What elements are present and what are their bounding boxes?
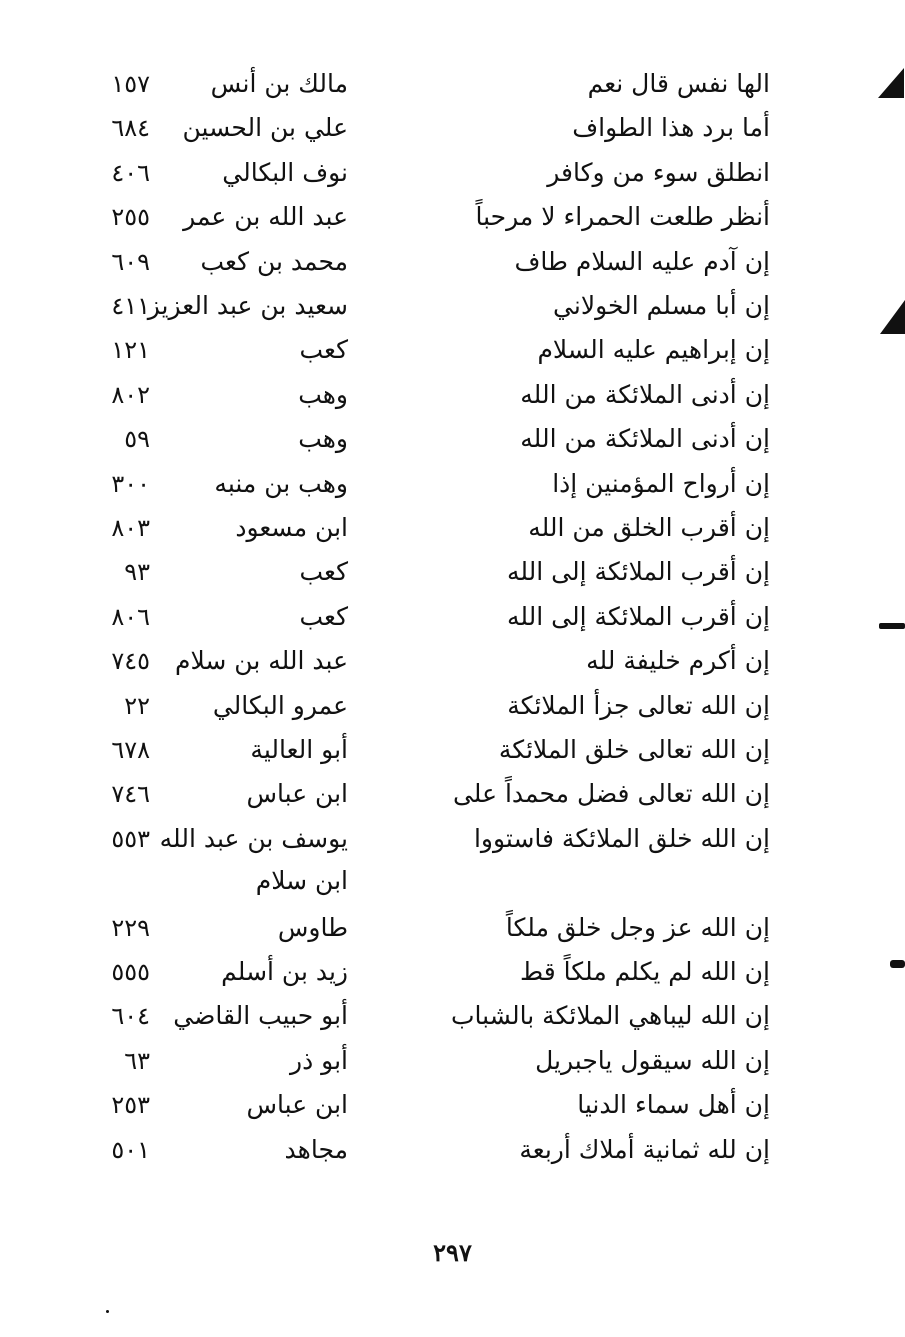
page-ref: ٦٠٩ (111, 248, 150, 276)
page-ref: ٢٥٥ (111, 203, 150, 231)
page-ref: ٩٣ (124, 558, 150, 586)
phrase-text: أنظر طلعت الحمراء لا مرحباً (475, 202, 770, 231)
page-ref: ٢٢٩ (111, 914, 150, 942)
phrase-text: إن أكرم خليفة لله (586, 646, 770, 675)
narrator-text: كعب (299, 557, 348, 586)
index-row (0, 595, 905, 639)
phrase-text: إن أهل سماء الدنيا (577, 1090, 770, 1119)
margin-mark (879, 623, 905, 629)
page-ref: ٦٠٤ (111, 1002, 150, 1030)
phrase-text: إن الله تعالى فضل محمداً على (452, 779, 770, 808)
narrator-text: أبو ذر (290, 1046, 348, 1075)
narrator-text: عبد الله بن عمر (183, 202, 348, 231)
narrator-continuation: ابن سلام (255, 866, 348, 895)
page-ref: ٢٢ (124, 692, 150, 720)
narrator-text: وهب بن منبه (214, 469, 348, 498)
phrase-text: إن لله ثمانية أملاك أربعة (519, 1135, 770, 1164)
phrase-text: إن آدم عليه السلام طاف (514, 247, 770, 276)
narrator-text: نوف البكالي (222, 158, 348, 187)
index-row (0, 817, 905, 861)
page-ref: ٨٠٣ (111, 514, 150, 542)
page-ref: ٣٠٠ (111, 470, 150, 498)
narrator-text: يوسف بن عبد الله (159, 824, 348, 853)
margin-mark (890, 960, 905, 968)
index-row (0, 462, 905, 506)
narrator-text: أبو حبيب القاضي (173, 1001, 348, 1030)
narrator-text: كعب (299, 602, 348, 631)
index-row (0, 1039, 905, 1083)
narrator-text: كعب (299, 335, 348, 364)
index-row (0, 1083, 905, 1127)
index-row (0, 639, 905, 683)
phrase-text: انطلق سوء من وكافر (547, 158, 770, 187)
page-ref: ٥٩ (124, 425, 150, 453)
phrase-text: إن الله تعالى جزأ الملائكة (507, 691, 770, 720)
speck-mark (106, 1310, 109, 1313)
narrator-text: ابن عباس (246, 1090, 348, 1119)
phrase-text: إن أبا مسلم الخولاني (553, 291, 770, 320)
phrase-text: إن الله عز وجل خلق ملكاً (505, 913, 770, 942)
index-row (0, 772, 905, 816)
narrator-text: زيد بن أسلم (221, 957, 348, 986)
page-ref: ١٢١ (111, 336, 150, 364)
page-ref: ٤١١ (111, 292, 150, 320)
phrase-text: إن أقرب الخلق من الله (528, 513, 770, 542)
phrase-text: إن أقرب الملائكة إلى الله (506, 602, 770, 631)
narrator-text: عبد الله بن سلام (175, 646, 348, 675)
index-row (0, 906, 905, 950)
page-ref: ٨٠٦ (111, 603, 150, 631)
narrator-text: أبو العالية (250, 735, 348, 764)
page-ref: ٨٠٢ (111, 381, 150, 409)
phrase-text: إن الله سيقول ياجبريل (535, 1046, 770, 1075)
narrator-text: طاوس (277, 913, 348, 942)
page-ref: ٥٠١ (111, 1136, 150, 1164)
narrator-text: ابن مسعود (235, 513, 348, 542)
narrator-text: وهب (298, 380, 348, 409)
page-ref: ٢٥٣ (111, 1091, 150, 1119)
page-ref: ٦٧٨ (111, 736, 150, 764)
phrase-text: أما برد هذا الطواف (572, 113, 770, 142)
phrase-text: إن أدنى الملائكة من الله (520, 424, 770, 453)
narrator-text: سعيد بن عبد العزيز (147, 291, 348, 320)
index-row (0, 506, 905, 550)
narrator-text: عمرو البكالي (212, 691, 348, 720)
index-row (0, 950, 905, 994)
narrator-text: محمد بن كعب (200, 247, 348, 276)
page-ref: ٦٣ (124, 1047, 150, 1075)
index-row (0, 195, 905, 239)
index-row (0, 550, 905, 594)
phrase-text: إن الله خلق الملائكة فاستووا (473, 824, 770, 853)
narrator-text: وهب (298, 424, 348, 453)
index-row (0, 1128, 905, 1172)
index-row (0, 240, 905, 284)
page-number: ٢٩٧ (433, 1238, 472, 1267)
index-row (0, 328, 905, 372)
phrase-text: الها نفس قال نعم (587, 69, 770, 98)
phrase-text: إن أدنى الملائكة من الله (520, 380, 770, 409)
narrator-text: مجاهد (284, 1135, 348, 1164)
index-row (0, 106, 905, 150)
phrase-text: إن إبراهيم عليه السلام (537, 335, 770, 364)
page-ref: ٥٥٣ (111, 825, 150, 853)
phrase-text: إن الله تعالى خلق الملائكة (498, 735, 770, 764)
page-ref: ٧٤٦ (111, 780, 150, 808)
page-ref: ٥٥٥ (111, 958, 150, 986)
narrator-text: مالك بن أنس (210, 69, 348, 98)
page-ref: ٤٠٦ (111, 159, 150, 187)
narrator-text: ابن عباس (246, 779, 348, 808)
page-ref: ٧٤٥ (111, 647, 150, 675)
page-ref: ١٥٧ (111, 70, 150, 98)
narrator-text: علي بن الحسين (182, 113, 348, 142)
page-ref: ٦٨٤ (111, 114, 150, 142)
index-row (0, 373, 905, 417)
index-row (0, 684, 905, 728)
phrase-text: إن أقرب الملائكة إلى الله (506, 557, 770, 586)
phrase-text: إن أرواح المؤمنين إذا (552, 469, 770, 498)
index-row (0, 728, 905, 772)
index-row (0, 284, 905, 328)
index-row (0, 994, 905, 1038)
phrase-text: إن الله ليباهي الملائكة بالشباب (451, 1001, 770, 1030)
index-row (0, 62, 905, 106)
phrase-text: إن الله لم يكلم ملكاً قط (520, 957, 770, 986)
index-row (0, 417, 905, 461)
index-row (0, 151, 905, 195)
